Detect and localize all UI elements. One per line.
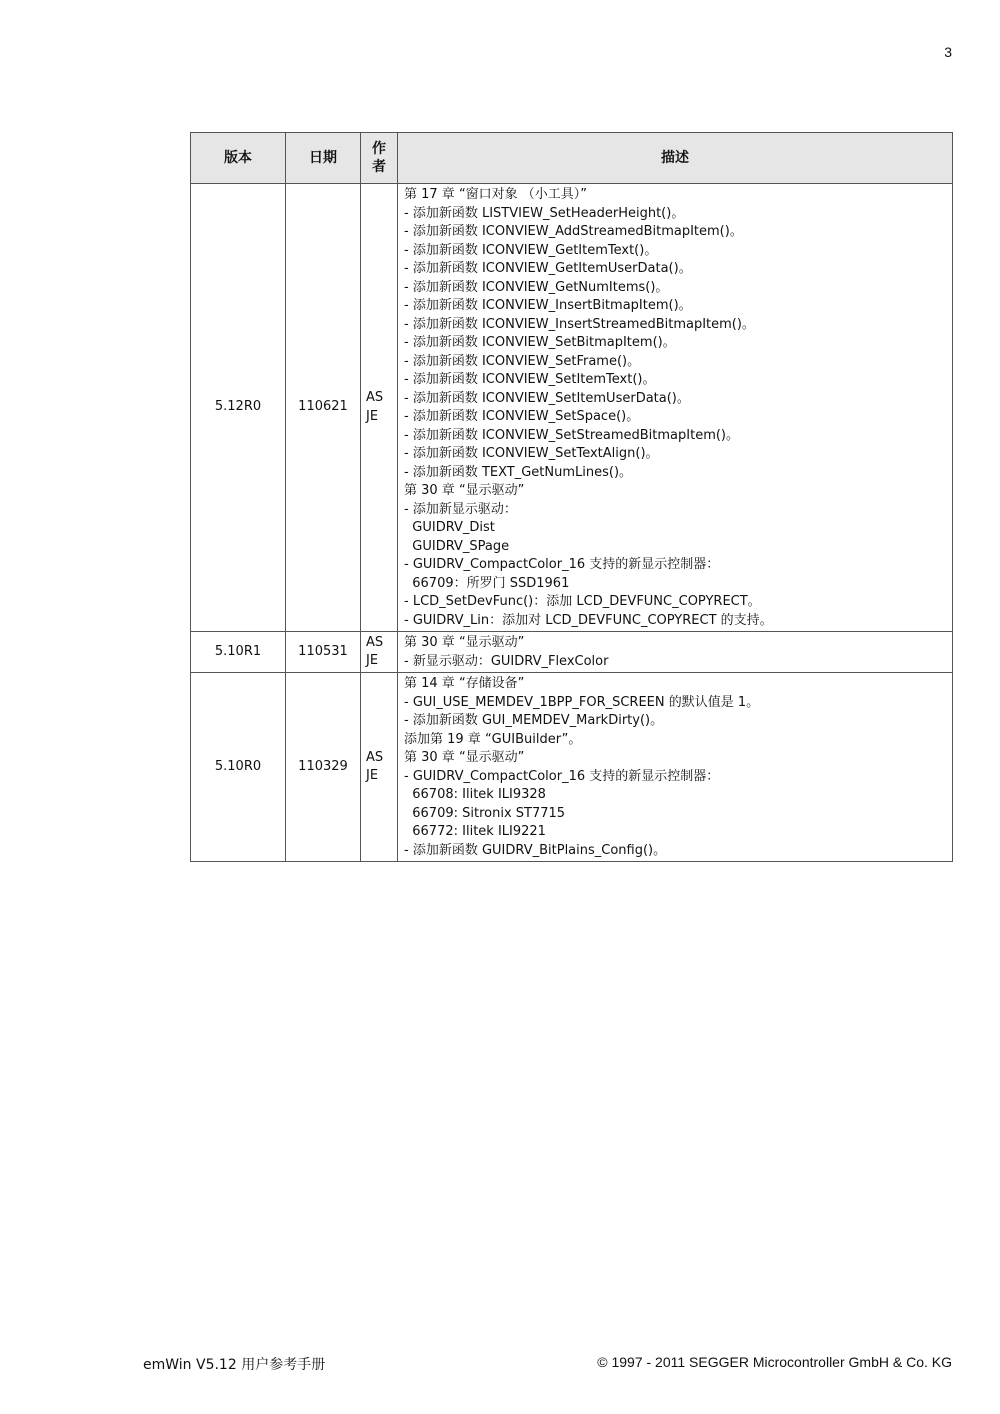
description-line: - 添加新函数 ICONVIEW_SetSpace()。 <box>404 409 640 424</box>
description-line: - 添加新函数 ICONVIEW_InsertBitmapItem()。 <box>404 298 692 313</box>
header-author <box>361 133 398 184</box>
table-row <box>191 632 953 673</box>
description-line: - LCD_SetDevFunc()：添加 LCD_DEVFUNC_COPYRECT。 <box>404 594 761 609</box>
description-line: 添加第 19 章 “GUIBuilder”。 <box>404 731 582 747</box>
author-cell <box>361 184 398 632</box>
description-line: 66709: Sitronix ST7715 <box>404 805 566 821</box>
author-cell <box>361 632 398 673</box>
description-line: 第 14 章 “存储设备” <box>404 676 525 691</box>
description-cell <box>398 632 953 673</box>
header-author-line2: 者 <box>372 159 386 175</box>
description-cell <box>398 673 953 862</box>
date-cell: 110621 <box>286 184 361 632</box>
description-line: - 新显示驱动：GUIDRV_FlexColor <box>404 653 609 669</box>
author-initials: JE <box>366 653 379 668</box>
description-line: 66772: Ilitek ILI9221 <box>404 824 546 839</box>
date-cell: 110531 <box>286 632 361 673</box>
description-line: - 添加新函数 TEXT_GetNumLines()。 <box>404 464 633 480</box>
description-line: 第 30 章 “显示驱动” <box>404 635 525 650</box>
version-cell: 5.12R0 <box>191 184 286 632</box>
description-line: - 添加新函数 ICONVIEW_AddStreamedBitmapItem()。 <box>404 224 743 239</box>
description-line: - 添加新函数 ICONVIEW_SetFrame()。 <box>404 353 641 369</box>
revision-history-table <box>190 132 953 862</box>
footer-copyright: © 1997 - 2011 SEGGER Microcontroller GmbH & Co. KG <box>597 1354 952 1370</box>
description-line: - 添加新函数 ICONVIEW_GetItemText()。 <box>404 242 658 258</box>
footer-manual-title: emWin V5.12 用户参考手册 <box>143 1357 326 1373</box>
description-line: - 添加新函数 ICONVIEW_SetItemUserData()。 <box>404 390 690 406</box>
description-line: - 添加新函数 ICONVIEW_SetStreamedBitmapItem()。 <box>404 427 739 443</box>
version-cell: 5.10R1 <box>191 632 286 673</box>
author-initials: AS <box>366 634 384 650</box>
description-line: - GUI_USE_MEMDEV_1BPP_FOR_SCREEN 的默认值是 1。 <box>404 694 760 710</box>
description-line: GUIDRV_Dist <box>404 520 495 535</box>
page-number: 3 <box>944 44 952 60</box>
description-line: 第 17 章 “窗口对象 （小工具）” <box>404 187 588 202</box>
description-line: - GUIDRV_Lin：添加对 LCD_DEVFUNC_COPYRECT 的支持。 <box>404 612 773 628</box>
author-initials: AS <box>366 390 384 405</box>
description-line: - 添加新函数 ICONVIEW_SetBitmapItem()。 <box>404 335 676 350</box>
description-line: - 添加新函数 ICONVIEW_GetItemUserData()。 <box>404 261 692 276</box>
description-line: - 添加新函数 LISTVIEW_SetHeaderHeight()。 <box>404 205 685 221</box>
description-line: - 添加新函数 ICONVIEW_SetTextAlign()。 <box>404 446 659 461</box>
description-line: - 添加新函数 ICONVIEW_GetNumItems()。 <box>404 279 669 295</box>
description-line: 第 30 章 “显示驱动” <box>404 483 525 498</box>
date-cell: 110329 <box>286 673 361 862</box>
author-initials: JE <box>366 768 379 783</box>
table-header-row <box>191 133 953 184</box>
description-line: - 添加新显示驱动： <box>404 501 517 517</box>
author-cell <box>361 673 398 862</box>
description-line: GUIDRV_SPage <box>404 538 510 554</box>
description-line: 66708: Ilitek ILI9328 <box>404 787 546 802</box>
description-line: - GUIDRV_CompactColor_16 支持的新显示控制器： <box>404 557 720 572</box>
header-author-line1: 作 <box>372 141 386 157</box>
description-line: - 添加新函数 GUI_MEMDEV_MarkDirty()。 <box>404 713 664 728</box>
author-initials: AS <box>366 749 384 765</box>
description-line: - 添加新函数 GUIDRV_BitPlains_Config()。 <box>404 842 667 858</box>
header-description: 描述 <box>398 133 953 184</box>
description-line: 第 30 章 “显示驱动” <box>404 750 525 765</box>
description-line: - 添加新函数 ICONVIEW_InsertStreamedBitmapItem()。 <box>404 316 755 332</box>
description-line: - 添加新函数 ICONVIEW_SetItemText()。 <box>404 372 656 387</box>
description-line: 66709：所罗门 SSD1961 <box>404 575 570 591</box>
header-version: 版本 <box>191 133 286 184</box>
version-cell: 5.10R0 <box>191 673 286 862</box>
table-row <box>191 673 953 862</box>
table-row <box>191 184 953 632</box>
description-line: - GUIDRV_CompactColor_16 支持的新显示控制器： <box>404 768 720 784</box>
author-initials: JE <box>366 408 379 424</box>
header-date: 日期 <box>286 133 361 184</box>
description-cell <box>398 184 953 632</box>
